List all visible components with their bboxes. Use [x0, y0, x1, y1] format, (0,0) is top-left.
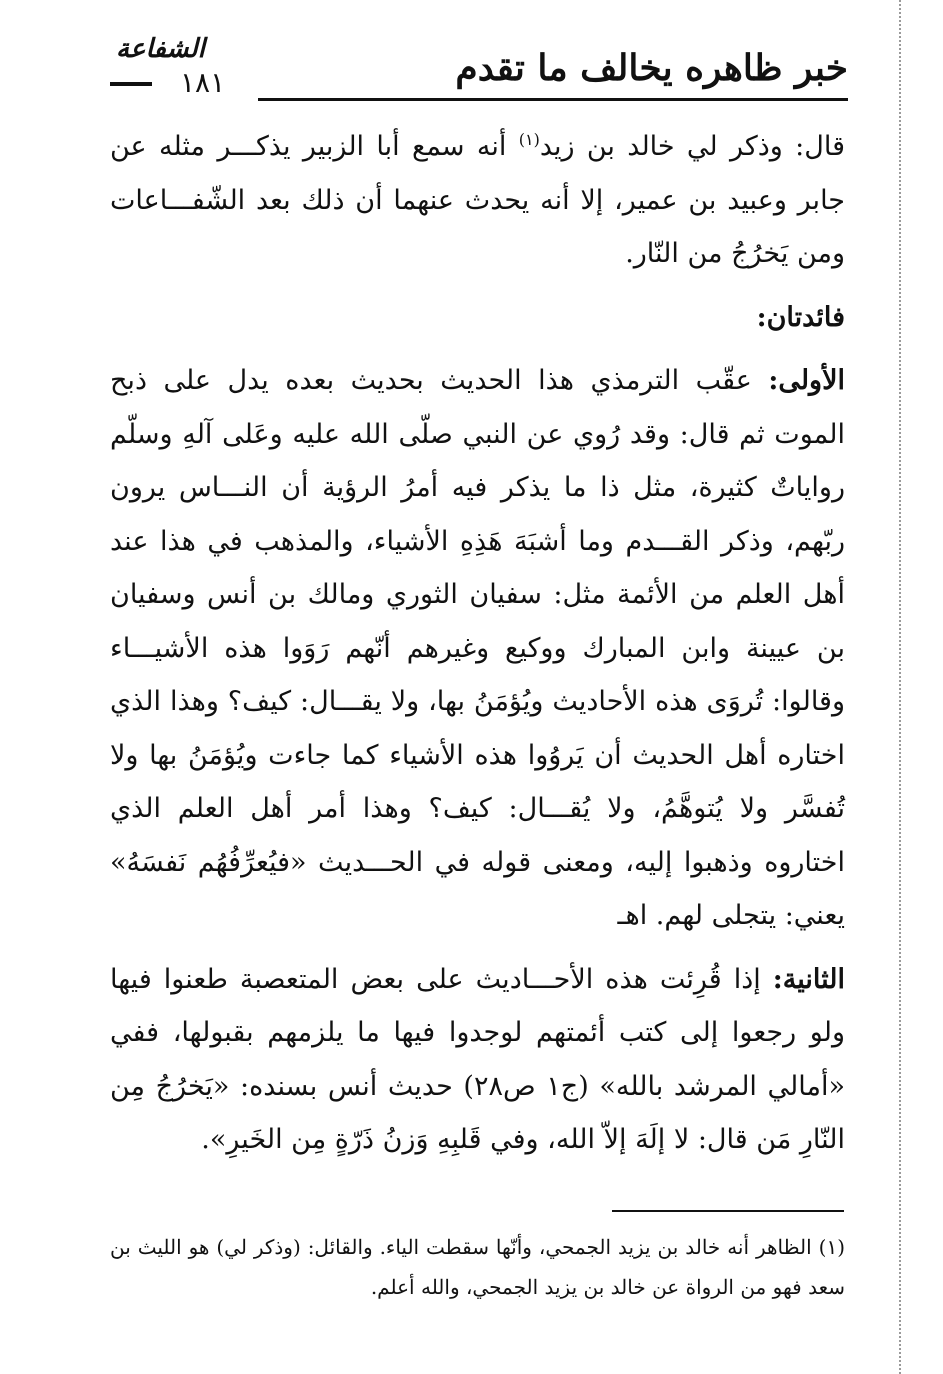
paragraph-gap: [110, 344, 845, 354]
narration-start: قال: وذكر لي خالد بن زيد: [539, 131, 845, 162]
second-benefit-lead: الثانية:: [772, 963, 845, 995]
body-text: [110, 120, 845, 1167]
first-benefit-lead: الأولى:: [768, 365, 845, 396]
narration-rest: أنه سمع أبا الزبير يذكـــر مثله عن جابر وعبيد بن عمير، إلا أنه يحدث عنهما أن ذلك بعد الشّفـــاعات ومن يَخرُجُ من النّار.: [110, 131, 845, 269]
page-edge-dotted-line: [899, 0, 901, 1374]
page-number: ١٨١: [180, 66, 226, 99]
footnotes: [110, 1227, 845, 1307]
paragraph-gap: [110, 943, 845, 953]
footnote-rule: [612, 1210, 844, 1212]
paragraph-narration: [110, 120, 845, 281]
paragraph-gap: [110, 281, 845, 291]
page-header: [110, 22, 848, 100]
first-benefit-text: عقّب الترمذي هذا الحديث بحديث بعده يدل على ذبح الموت ثم قال: وقد رُوي عن النبي صلّى الله عليه وعَلى آلهِ وسلّم رواياتٌ كثيرة، مثل ذا ما يذكر فيه أمرُ الرؤية أن النـــاس يرون ربّهم، وذكر القـــدم وما أشبَهَ هَذِهِ الأشياء، والمذهب في هذا عند أهل العلم من الأئمة مثل: سفيان الثوري ومالك بن أنس وسفيان بن عيينة وابن المبارك ووكيع وغيرهم أنّهم رَوَوا هذه الأشيـــاء وقالوا: تُروَى هذه الأحاديث ويُؤمَنُ بها، ولا يقـــال: كيف؟ وهذا الذي اختاره أهل الحديث أن يَروُوا هذه الأشياء كما جاءت ويُؤمَنُ بها ولا تُفسَّر ولا يُتوهَّمُ، ولا يُقـــال: كيف؟ وهذا أمر أهل العلم الذي اختاروه وذهبوا إليه، ومعنى قوله في الحـــديث «فيُعرِّفُهُم نَفسَهُ» يعني: يتجلى لهم. اهـ: [110, 365, 845, 931]
footnote-1: (١) الظاهر أنه خالد بن يزيد الجمحي، وأنّها سقطت الياء. والقائل: (وذكر لي) هو الليث بن سعد فهو من الرواة عن خالد بن يزيد الجمحي، والله أعلم.: [110, 1235, 845, 1299]
chapter-tag-dash: [110, 82, 152, 86]
second-benefit-text: إذا قُرِئت هذه الأحـــاديث على بعض المتعصبة طعنوا فيها ولو رجعوا إلى كتب أئمتهم لوجدوا فيها ما يلزمهم بقبولها، ففي «أمالي المرشد بالله» (ج١ ص٢٨) حديث أنس بسنده: «يَخرُجُ مِن النّارِ مَن قال: لا إلَهَ إلاّ الله، وفي قَلبِهِ وَزنُ ذَرّةٍ مِن الخَيرِ».: [110, 963, 845, 1155]
running-title: خبر ظاهره يخالف ما تقدم: [455, 47, 848, 89]
footnote-reference: (١): [518, 130, 540, 149]
section-heading: فائدتان:: [756, 301, 845, 333]
chapter-tag: الشفاعة: [116, 34, 205, 64]
header-rule: [258, 98, 848, 101]
paragraph-second-benefit: [110, 953, 845, 1167]
paragraph-first-benefit: [110, 354, 845, 943]
